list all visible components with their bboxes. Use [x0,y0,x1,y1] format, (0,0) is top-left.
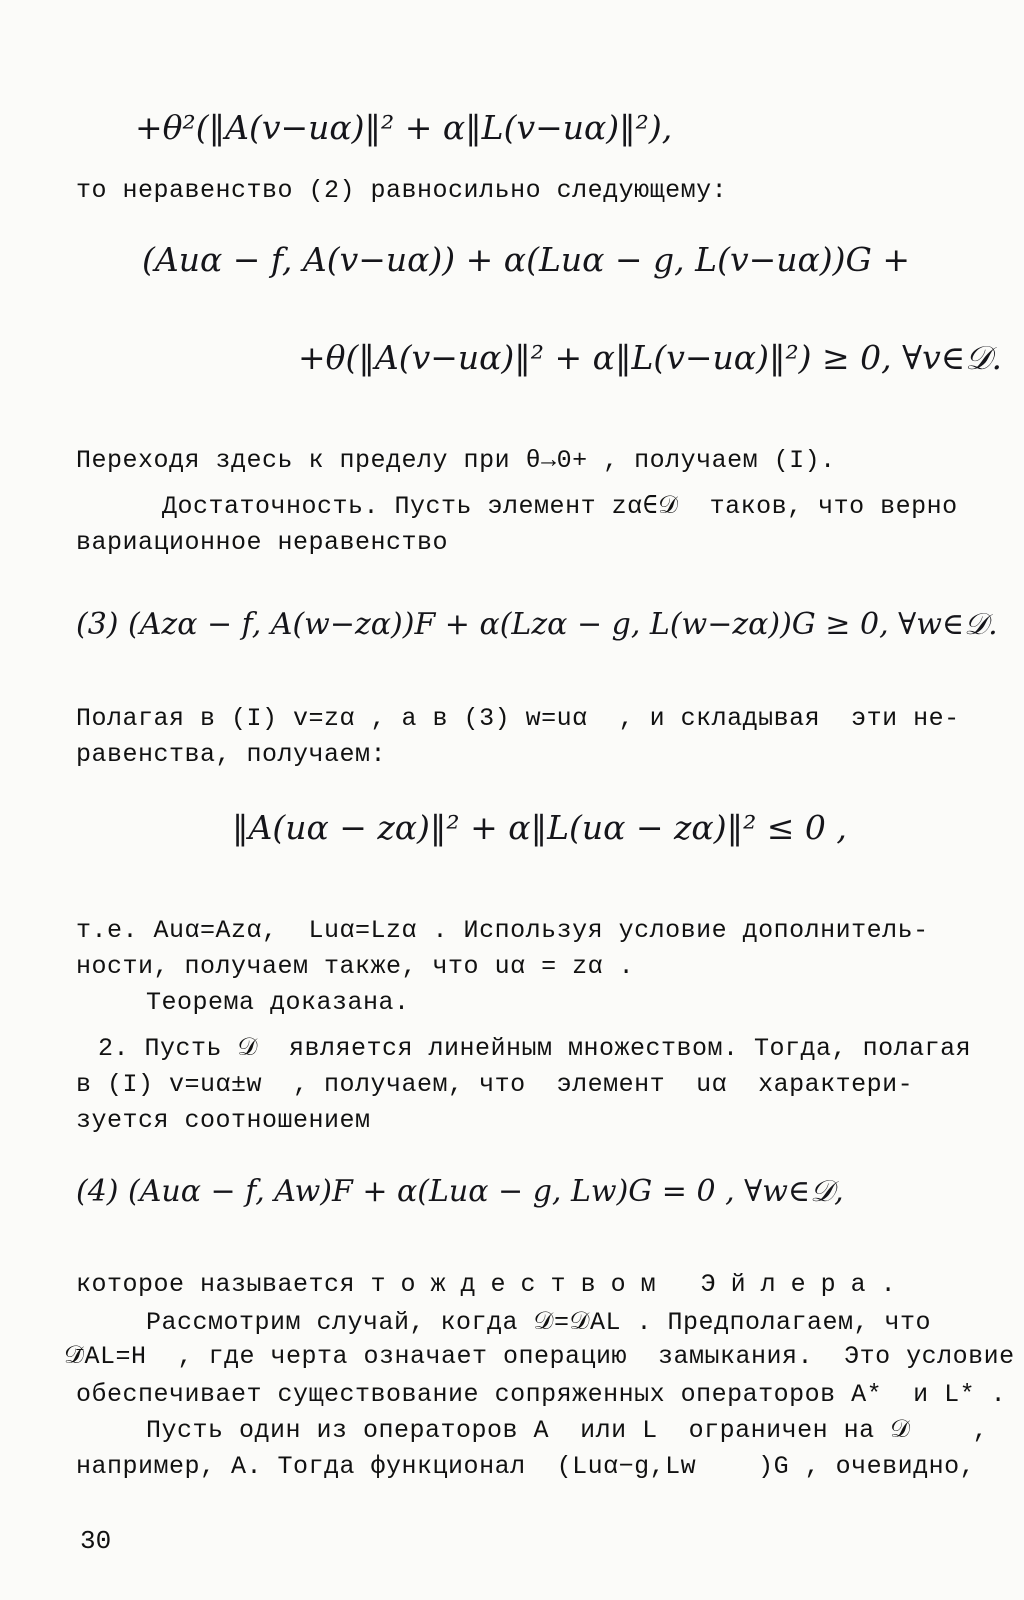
formula-line: (4) (Auα − f, Aw)F + α(Luα − g, Lw)G = 0 , ∀w∈𝒟, [76,1174,844,1209]
text-line: зуется соотношением [76,1106,371,1135]
text-line: Пусть один из операторов A или L ограничен на 𝒟 , [146,1416,989,1445]
spaced-emphasis-text: тождеством Эйлера. [370,1270,911,1299]
formula-line: (Auα − f, A(v−uα)) + α(Luα − g, L(v−uα))G + [142,240,911,279]
text-line: Полагая в (I) v=zα , а в (3) w=uα , и складывая эти не- [76,704,960,733]
text-line: ности, получаем также, что uα = zα . [76,952,635,981]
text-line: Достаточность. Пусть элемент zα∈𝒟 таков, что верно [162,492,958,521]
text-span: которое называется [76,1270,371,1299]
text-line [76,1270,911,1300]
text-line: Рассмотрим случай, когда 𝒟=𝒟AL . Предполагаем, что [146,1308,932,1337]
text-line: Переходя здесь к пределу при θ→0+ , получаем (I). [76,446,836,475]
text-line: например, A. Тогда функционал (Luα−g,Lw )G , очевидно, [76,1452,976,1481]
text-line: Теорема доказана. [146,988,410,1017]
text-line: 2. Пусть 𝒟 является линейным множеством. Тогда, полагая [98,1034,972,1063]
text-line: равенства, получаем: [76,740,387,769]
formula-line: +θ²(‖A(v−uα)‖² + α‖L(v−uα)‖²), [135,108,673,147]
formula-line: (3) (Azα − f, A(w−zα))F + α(Lzα − g, L(w−zα))G ≥ 0, ∀w∈𝒟. [76,607,998,642]
text-line: вариационное неравенство [76,528,449,557]
text-line: т.е. Auα=Azα, Luα=Lzα . Используя условие дополнитель- [76,916,929,945]
text-line: обеспечивает существование сопряженных операторов A* и L* . [76,1380,1007,1409]
text-line: то неравенство (2) равносильно следующему: [76,176,728,205]
page-number: 30 [80,1526,112,1556]
text-line: 𝒟̄AL=H , где черта означает операцию замыкания. Это условие [64,1342,1015,1371]
formula-line: +θ(‖A(v−uα)‖² + α‖L(v−uα)‖²) ≥ 0, ∀v∈𝒟. [298,338,1002,377]
text-line: в (I) v=uα±w , получаем, что элемент uα характери- [76,1070,914,1099]
formula-line: ‖A(uα − zα)‖² + α‖L(uα − zα)‖² ≤ 0 , [232,808,847,847]
